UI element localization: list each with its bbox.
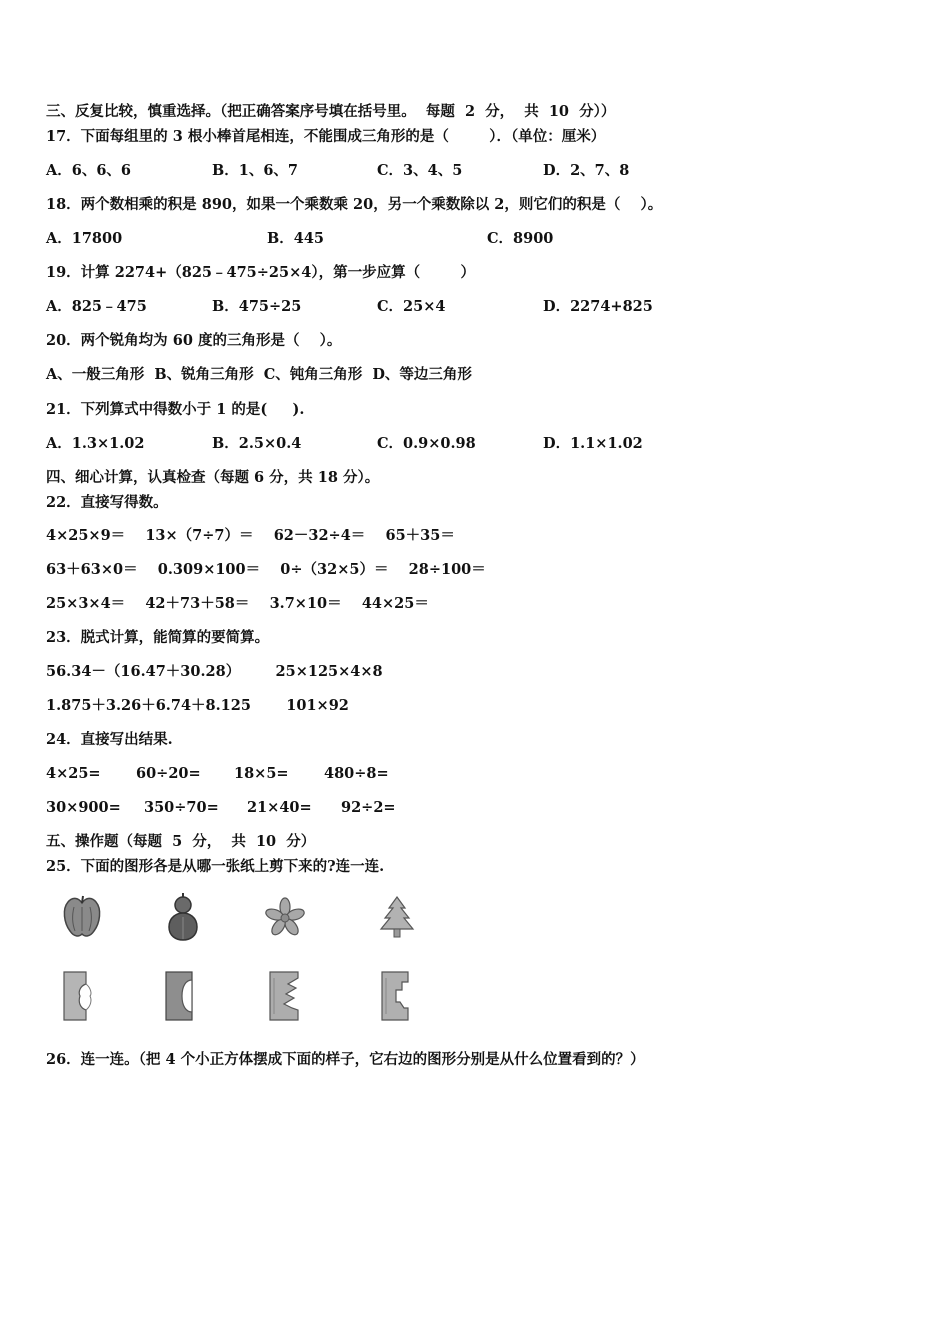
tree-shape-icon (377, 894, 417, 940)
q20-options: A、一般三角形 B、锐角三角形 C、钝角三角形 D、等边三角形 (46, 366, 472, 383)
q23-row-2: 1.875＋3.26＋6.74＋8.125 101×92 (46, 697, 349, 714)
q22-row-3: 25×3×4＝ 42＋73＋58＝ 3.7×10＝ 44×25＝ (46, 595, 429, 612)
q21-option-d: D．1.1×1.02 (543, 435, 643, 452)
question-18-stem: 18．两个数相乘的积是 890，如果一个乘数乘 20，另一个乘数除以 2，则它们的积是（ ）。 (46, 196, 663, 213)
section-3-heading: 三、反复比较，慎重选择。（把正确答案序号填在括号里。 每题 2 分， 共 10 分）） (46, 103, 616, 120)
q18-option-a: A．17800 (46, 230, 123, 247)
gourd-shape-icon (161, 891, 205, 943)
q19-option-c: C．25×4 (377, 298, 446, 315)
question-24-stem: 24．直接写出结果. (46, 731, 173, 748)
q24-item: 480÷8= (324, 765, 389, 782)
q24-item: 350÷70= (144, 799, 219, 816)
q24-item: 92÷2= (341, 799, 396, 816)
q24-item: 60÷20= (136, 765, 201, 782)
q17-option-b: B．1、6、7 (212, 162, 299, 179)
paper-cut-1-icon (60, 968, 100, 1024)
q21-option-c: C．0.9×0.98 (377, 435, 476, 452)
section-5-heading: 五、操作题（每题 5 分， 共 10 分） (46, 833, 316, 850)
question-19-stem: 19．计算 2274+（825﹣475÷25×4），第一步应算（ ） (46, 264, 475, 281)
q18-option-c: C．8900 (487, 230, 554, 247)
q17-option-c: C．3、4、5 (377, 162, 463, 179)
paper-cut-4-icon (378, 968, 418, 1024)
q21-option-b: B．2.5×0.4 (212, 435, 302, 452)
paper-cut-2-icon (160, 968, 200, 1024)
q24-item: 30×900= (46, 799, 121, 816)
apple-shape-icon (58, 893, 106, 941)
q18-option-b: B．445 (267, 230, 325, 247)
question-25-stem: 25．下面的图形各是从哪一张纸上剪下来的?连一连. (46, 858, 385, 875)
q19-option-a: A．825﹣475 (46, 298, 147, 315)
q23-row-1: 56.34－（16.47＋30.28） 25×125×4×8 (46, 663, 383, 680)
q22-row-1: 4×25×9＝ 13×（7÷7）＝ 62－32÷4＝ 65＋35＝ (46, 527, 455, 544)
flower-shape-icon (262, 896, 308, 940)
q22-row-2: 63＋63×0＝ 0.309×100＝ 0÷（32×5）＝ 28÷100＝ (46, 561, 486, 578)
question-26-stem: 26．连一连。（把 4 个小正方体摆成下面的样子，它右边的图形分别是从什么位置看到的？） (46, 1051, 645, 1068)
paper-cut-3-icon (266, 968, 306, 1024)
q24-item: 18×5= (234, 765, 289, 782)
question-17-stem: 17．下面每组里的 3 根小棒首尾相连，不能围成三角形的是（ ）．（单位：厘米） (46, 128, 606, 145)
q19-option-d: D．2274+825 (543, 298, 653, 315)
section-4-heading: 四、细心计算，认真检查（每题 6 分，共 18 分）。 (46, 469, 380, 486)
q24-item: 4×25= (46, 765, 101, 782)
q17-option-d: D．2、7、8 (543, 162, 630, 179)
q24-item: 21×40= (247, 799, 312, 816)
q17-option-a: A．6、6、6 (46, 162, 132, 179)
question-22-stem: 22．直接写得数。 (46, 494, 168, 511)
q19-option-b: B．475÷25 (212, 298, 302, 315)
question-21-stem: 21．下列算式中得数小于 1 的是( ). (46, 401, 305, 418)
question-23-stem: 23．脱式计算，能简算的要简算。 (46, 629, 270, 646)
question-20-stem: 20．两个锐角均为 60 度的三角形是（ ）。 (46, 332, 342, 349)
q21-option-a: A．1.3×1.02 (46, 435, 145, 452)
